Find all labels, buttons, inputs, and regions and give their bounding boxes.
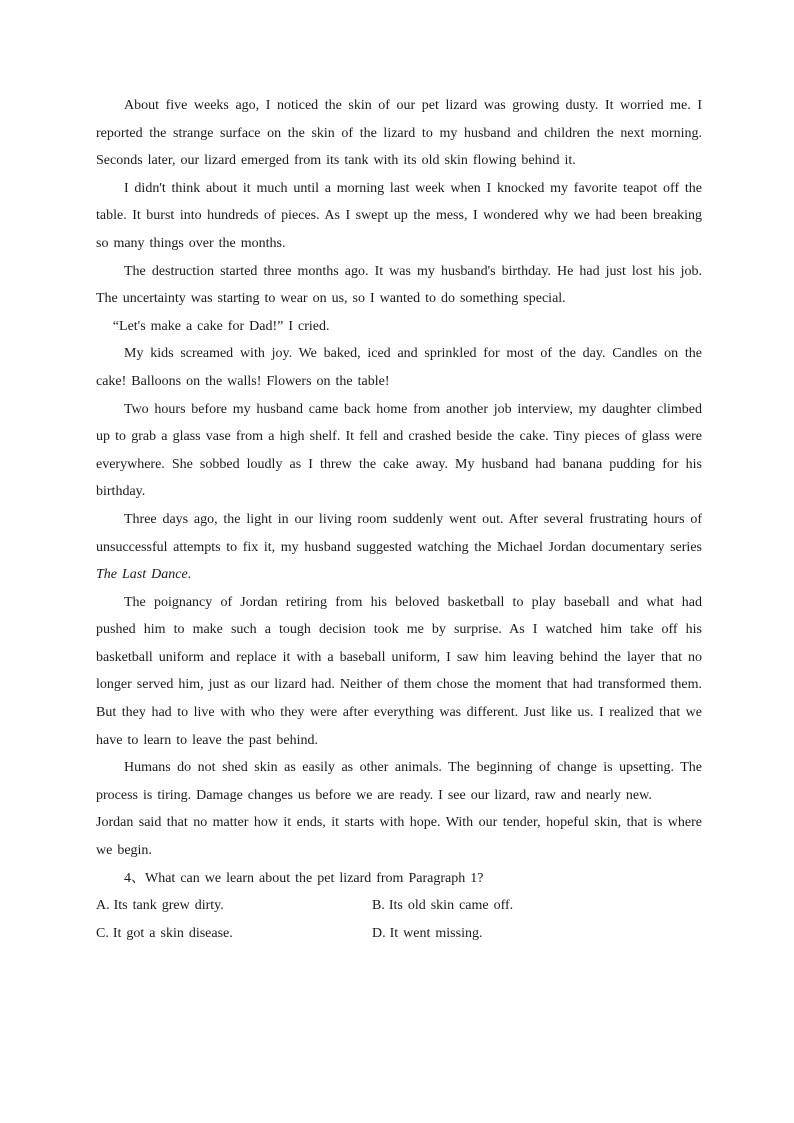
option-text: Its tank grew dirty. <box>113 898 224 914</box>
option-text: Its old skin came off. <box>388 898 514 914</box>
option-c[interactable] <box>96 920 372 948</box>
option-d[interactable] <box>372 920 648 948</box>
option-text: It went missing. <box>389 925 483 941</box>
paragraph-5: My kids screamed with joy. We baked, iced and sprinkled for most of the day. Candles on the cake! Balloons on the walls! Flowers on the table! <box>96 346 702 389</box>
paragraph-7 <box>96 506 702 589</box>
option-a[interactable] <box>96 892 372 920</box>
option-text: It got a skin disease. <box>112 925 233 941</box>
reading-passage <box>96 92 702 947</box>
paragraph-3: The destruction started three months ago. It was my husband's birthday. He had just lost his job. The uncertainty was starting to wear on us, so I wanted to do something special. <box>96 263 702 307</box>
series-title: The Last Dance <box>96 567 188 583</box>
paragraph-8: The poignancy of Jordan retiring from his beloved basketball to play baseball and what had pushed him to make such a tough decision took me by surprise. As I watched him take off his basketball uniform and replace it with a baseball uniform, I saw him leaving behind the layer that no longer served him, just as our lizard had. Neither of them chose the moment that had transformed them. But they had to live with who they were after everything was different. Just like us. I realized that we have to learn to leave the past behind. <box>96 594 702 748</box>
paragraph-4: “Let's make a cake for Dad!” I cried. <box>112 318 330 334</box>
paragraph-7-text: Three days ago, the light in our living room suddenly went out. After several frustrating hours of unsuccessful attempts to fix it, my husband suggested watching the Michael Jordan documentary series <box>96 511 702 555</box>
answer-options <box>96 892 702 947</box>
paragraph-1: About five weeks ago, I noticed the skin of our pet lizard was growing dusty. It worried me. I reported the strange surface on the skin of the lizard to my husband and children the next morning. Seconds later, our lizard emerged from its tank with its old skin flowing behind it. <box>96 98 702 169</box>
paragraph-6: Two hours before my husband came back home from another job interview, my daughter climbed up to grab a glass vase from a high shelf. It fell and crashed beside the cake. Tiny pieces of glass were everywhere. She sobbed loudly as I threw the cake away. My husband had banana pudding for his birthday. <box>96 401 702 500</box>
paragraph-7-end: . <box>187 567 192 583</box>
option-letter: B. <box>372 898 385 914</box>
option-letter: D. <box>372 925 386 941</box>
option-letter: A. <box>96 898 110 914</box>
question-stem: 4、What can we learn about the pet lizard from Paragraph 1? <box>124 870 484 886</box>
option-b[interactable] <box>372 892 648 920</box>
paragraph-2: I didn't think about it much until a morning last week when I knocked my favorite teapot off the table. It burst into hundreds of pieces. As I swept up the mess, I wondered why we had been breaking so many things over the months. <box>96 180 702 251</box>
option-letter: C. <box>96 925 109 941</box>
paragraph-9: Humans do not shed skin as easily as other animals. The beginning of change is upsetting. The process is tiring. Damage changes us before we are ready. I see our lizard, raw and nearly new. <box>96 760 702 803</box>
paragraph-10: Jordan said that no matter how it ends, it starts with hope. With our tender, hopeful skin, that is where we begin. <box>96 815 702 859</box>
